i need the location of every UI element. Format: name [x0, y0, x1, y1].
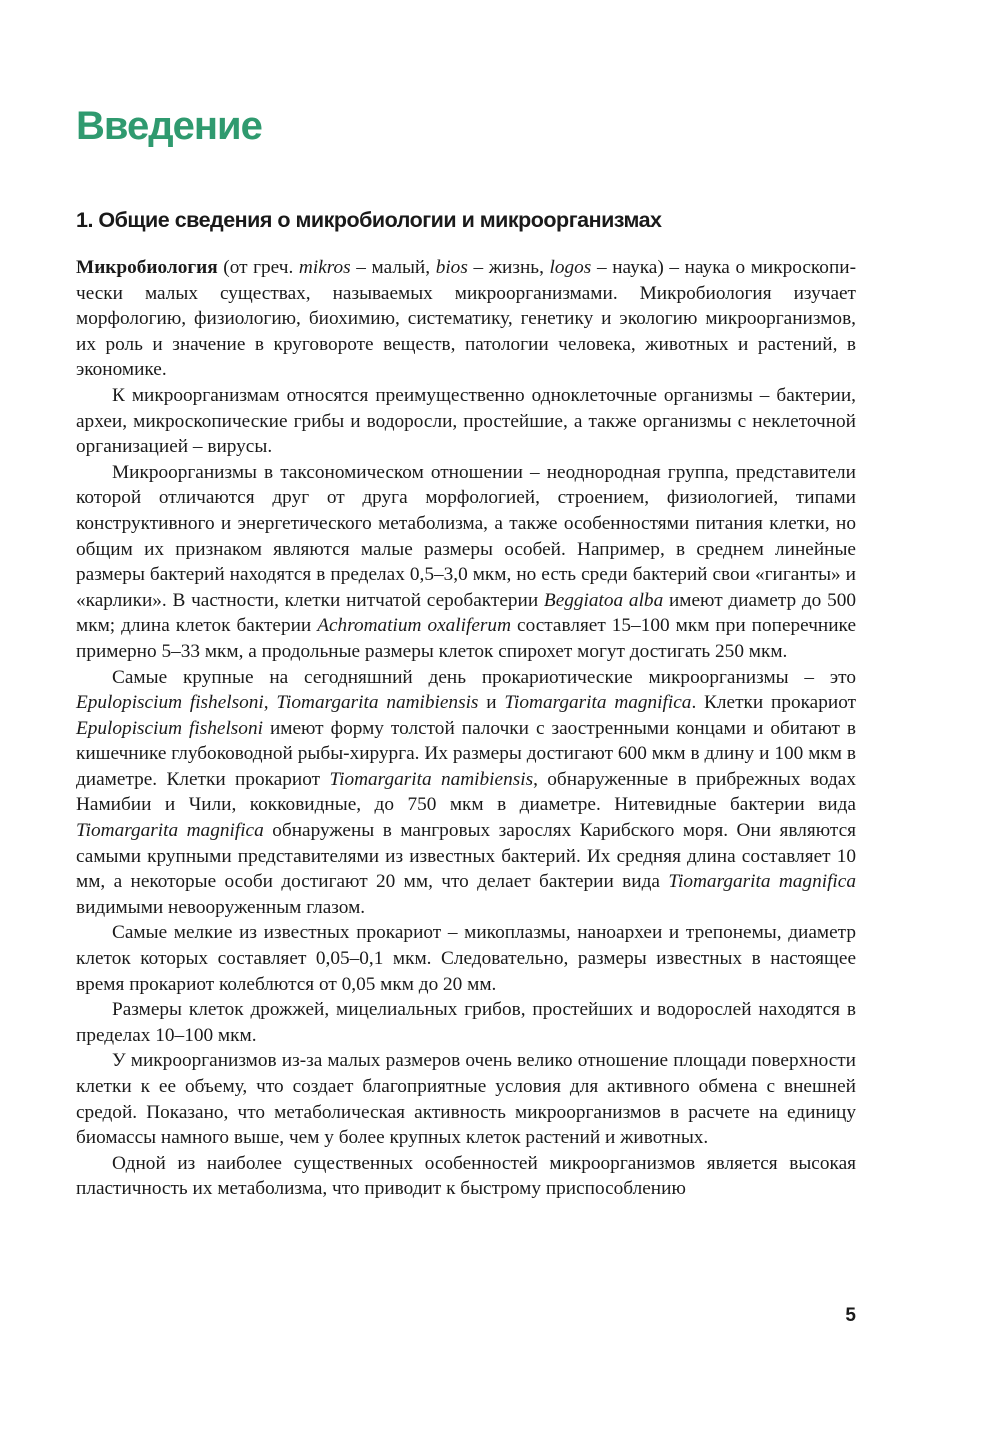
paragraph-8: Одной из наиболее существенных особенностей микроорганизмов является высокая пластичность их метаболизма, что приводит к быстрому приспособлению — [76, 1152, 856, 1200]
paragraph-5: Самые мелкие из известных прокариот – микоплазмы, наноархеи и трепонемы, диаметр клеток которых составляет 0,05–0,1 мкм. Следовательно, размеры известных в настоящее время прокариот колеблются от 0,05 мкм до 20 мм. — [76, 922, 856, 995]
chapter-title: Введение — [76, 104, 262, 148]
page-number: 5 — [845, 1305, 856, 1326]
body-text — [76, 255, 856, 1202]
section-heading: 1. Общие сведения о микробиологии и микроорганизмах — [76, 208, 662, 232]
paragraph-2: К микроорганизмам относятся преимущественно одноклеточные организмы – бактерии, археи, микроскопические грибы и водоросли, простейшие, а также организмы с неклеточной организацией – вирусы. — [76, 384, 856, 458]
term-microbiology: Микробиология — [76, 257, 218, 278]
paragraph-1: Микробиология (от греч. mikros – малый, bios – жизнь, logos – наука) – наука о микроскопически малых существах, называемых микроорганизмами. Микробиология изучает морфологию, физиологию, биохимию, систематику, генетику и экологию микроорганизмов, их роль и значение в круговороте веществ, патологии человека, животных и растений, в экономике. — [76, 257, 856, 381]
paragraph-7: У микроорганизмов из-за малых размеров очень велико отношение площади поверхности клетки к ее объему, что создает благоприятные условия для активного обмена с внешней средой. Показано, что метаболическая активность микроорганизмов в расчете на единицу биомассы намного выше, чем у более крупных клеток растений и животных. — [76, 1050, 856, 1149]
paragraph-3: Микроорганизмы в таксономическом отношении – неоднородная группа, представители которой отличаются друг от друга морфологией, строением, физиологией, типами конструктивного и энергетического метаболизма, а также особенностями питания клетки, но общим их признаком являются малые размеры особей. Например, в среднем линейные размеры бактерий находятся в пределах 0,5–3,0 мкм, но есть среди бактерий свои «гиганты» и «карлики». В частности, клетки нитчатой серобактерии Beggiatoa alba имеют диаметр до 500 мкм; длина клеток бактерии Achromatium oxaliferum составляет 15–100 мкм при поперечнике примерно 5–33 мкм, а продольные размеры клеток спирохет могут достигать 250 мкм. — [76, 461, 857, 662]
paragraph-6: Размеры клеток дрожжей, мицелиальных грибов, простейших и водорослей находятся в пределах 10–100 мкм. — [76, 999, 856, 1046]
paragraph-4: Самые крупные на сегодняшний день прокариотические микроорганизмы – это Epulopiscium fishelsoni, Tiomargarita namibiensis и Tiomargarita magnifica. Клетки прокариот Epulopiscium fishelsoni имеют форму толстой палочки с заостренными концами и обитают в кишечнике глубоководной рыбы-хирурга. Их размеры достигают 600 мкм в длину и 100 мкм в диаметре. Клетки прокариот Tiomargarita namibiensis, обнаруженные в прибрежных водах Намибии и Чили, кокковидные, до 750 мкм в диаметре. Нитевидные бактерии вида Tiomargarita magnifica обнаружены в мангровых зарослях Карибского моря. Они являются самыми крупными представителями из известных бактерий. Их средняя длина составляет 10 мм, а некоторые особи достигают 20 мм, что делает бактерии вида Tiomargarita magnifica видимыми невооруженным глазом. — [76, 666, 857, 918]
